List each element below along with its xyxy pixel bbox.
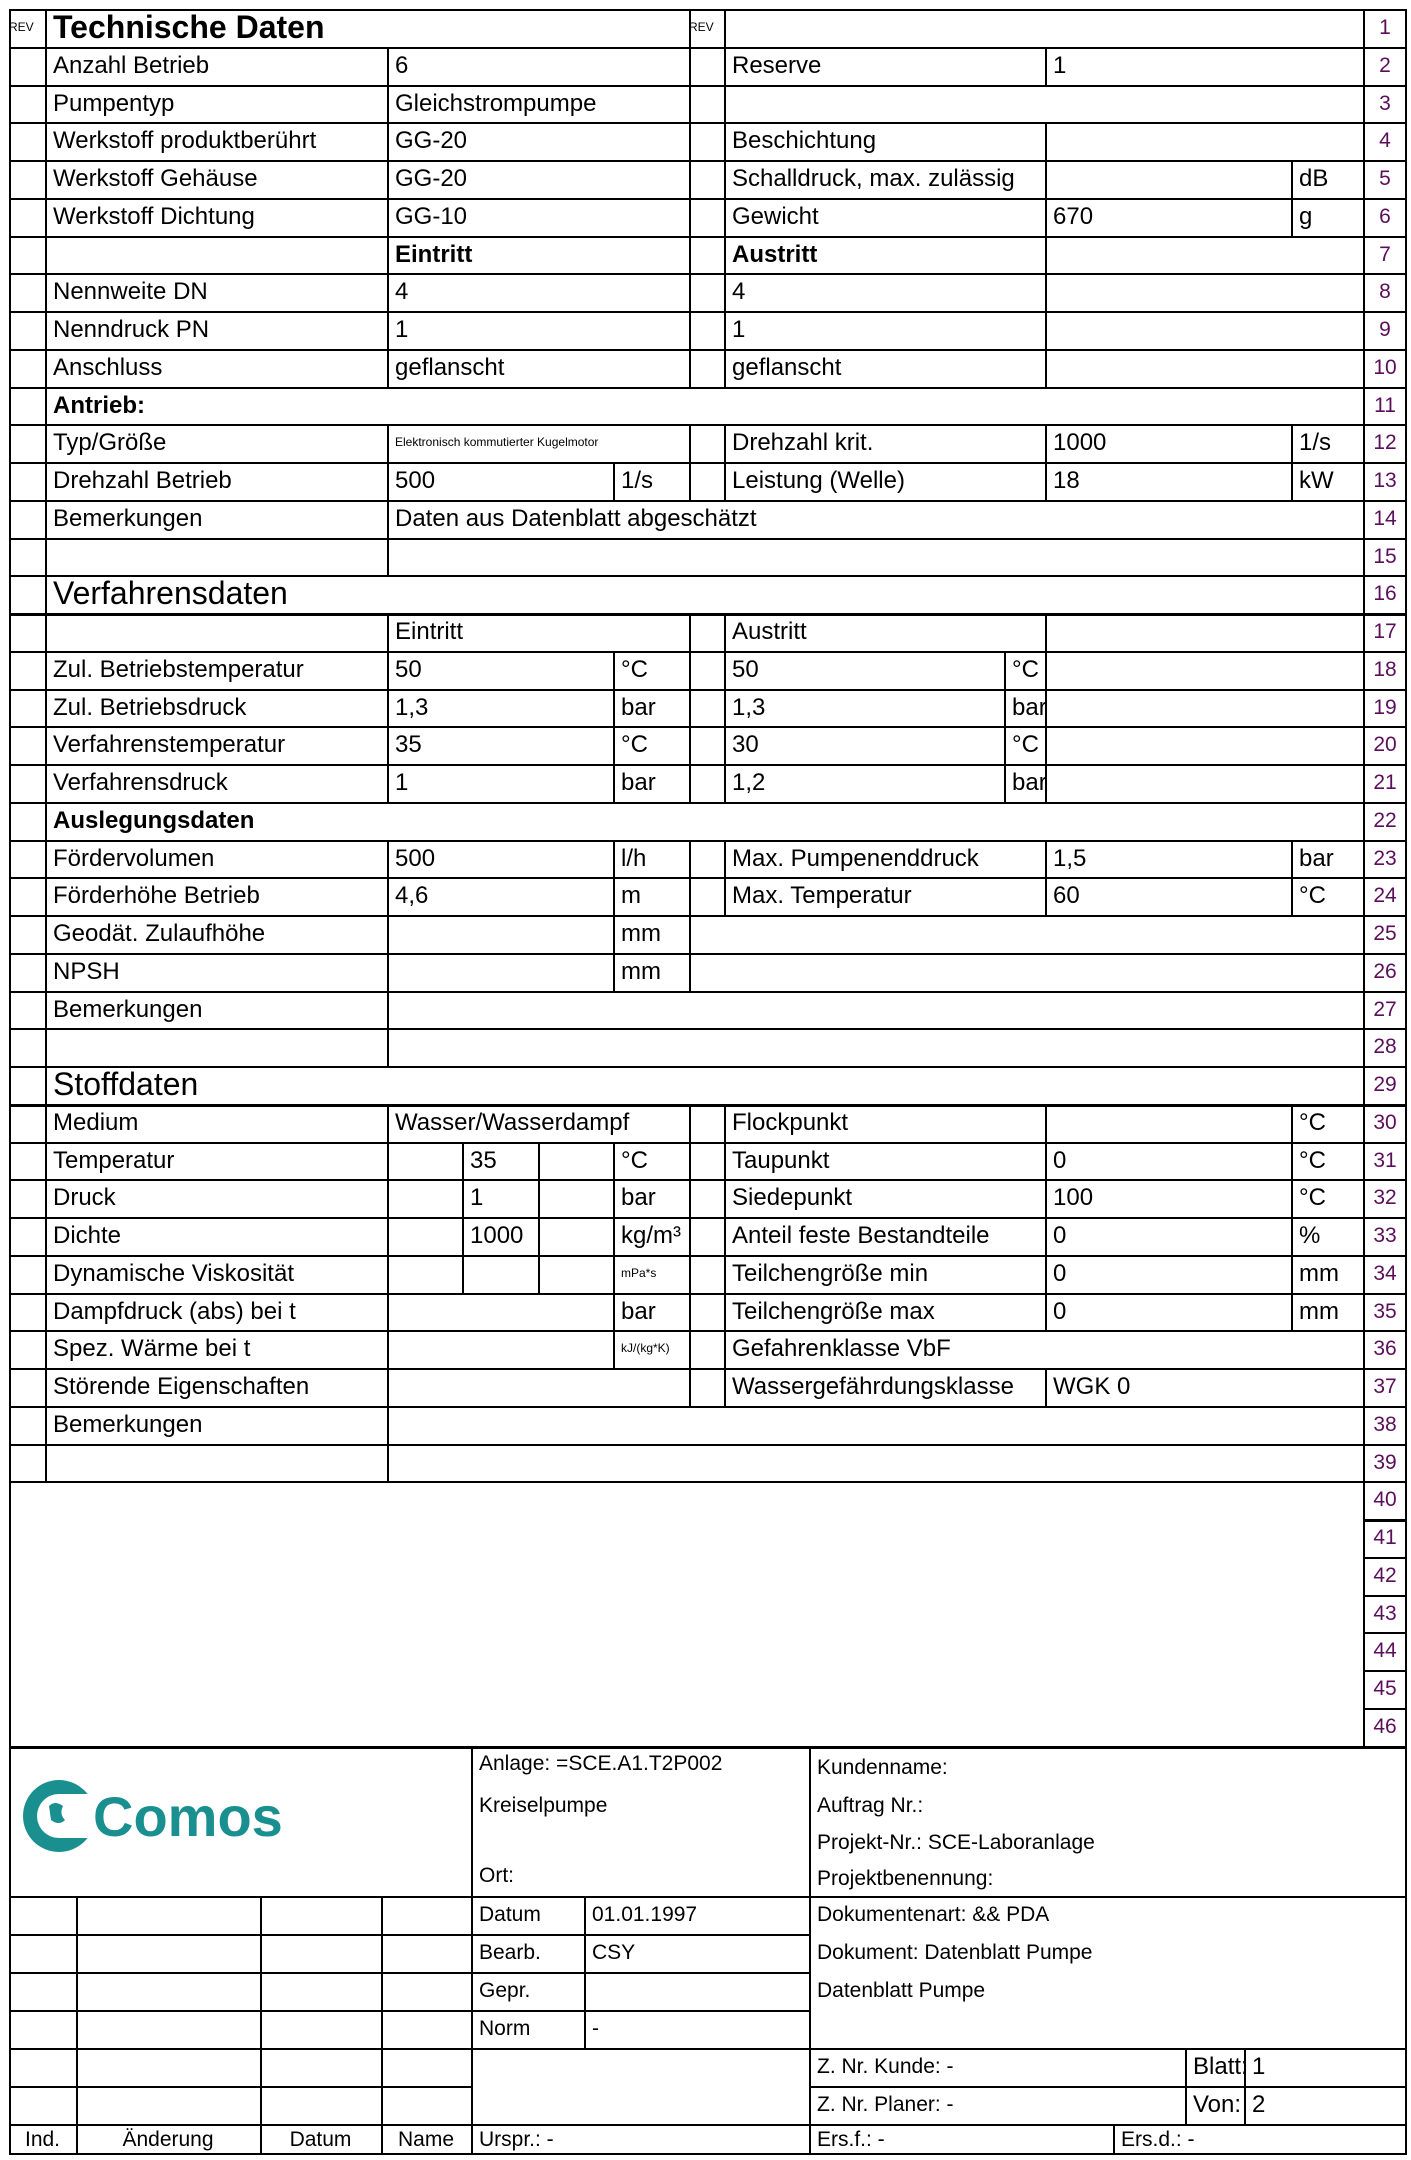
value (1045, 160, 1291, 198)
unit: mm (621, 920, 661, 947)
label: Zul. Betriebsdruck (53, 693, 247, 721)
row-number: 9 (1379, 318, 1391, 341)
row-number: 6 (1379, 204, 1391, 228)
unit: °C (621, 655, 648, 683)
label: Teilchengröße max (732, 1297, 935, 1325)
row-number: 11 (1374, 393, 1396, 417)
section-title: Verfahrensdaten (53, 575, 288, 612)
label: Fördervolumen (53, 844, 215, 872)
unit: kW (1299, 467, 1334, 494)
label: Bearb. (479, 1940, 541, 1964)
label: Temperatur (53, 1146, 175, 1174)
label: Förderhöhe Betrieb (53, 882, 260, 910)
label: Taupunkt (732, 1146, 830, 1174)
value: 100 (1053, 1184, 1094, 1212)
unit: bar (621, 769, 656, 796)
auftrag: Auftrag Nr.: (817, 1793, 924, 1817)
row-number: 21 (1373, 771, 1397, 794)
unit: bar (621, 1297, 656, 1325)
label: Druck (53, 1184, 116, 1212)
label: Wassergefährdungsklasse (732, 1373, 1014, 1400)
value (584, 1972, 809, 2010)
label: Störende Eigenschaften (53, 1373, 310, 1400)
value: 1 (732, 316, 746, 343)
label: Typ/Größe (53, 429, 167, 457)
row-number: 24 (1373, 884, 1397, 908)
value: geflanscht (732, 353, 842, 381)
aenderung-header: Änderung (122, 2127, 214, 2151)
row-number: 8 (1379, 280, 1391, 304)
row-number: 16 (1373, 582, 1397, 606)
row-number: 41 (1373, 1526, 1397, 1549)
row-number: 22 (1373, 808, 1397, 832)
row-number: 46 (1373, 1714, 1397, 1738)
subsection-title: Antrieb: (53, 391, 145, 419)
label: Anteil feste Bestandteile (732, 1222, 990, 1249)
label: Zul. Betriebstemperatur (53, 655, 304, 683)
value: GG-10 (395, 202, 468, 230)
label: Gefahrenklasse VbF (732, 1335, 951, 1363)
row-number: 37 (1373, 1375, 1397, 1398)
value: 1 (395, 769, 409, 796)
label: Norm (479, 2016, 531, 2040)
label: Max. Pumpenenddruck (732, 844, 979, 872)
label: Anzahl Betrieb (53, 51, 210, 79)
row-number: 7 (1379, 242, 1391, 266)
subsection-title: Auslegungsdaten (53, 806, 255, 834)
section-title: Technische Daten (53, 9, 325, 45)
label: Werkstoff produktberührt (53, 127, 317, 155)
row-number: 25 (1373, 922, 1397, 945)
row-number: 29 (1373, 1073, 1397, 1096)
unit: mm (1299, 1259, 1339, 1287)
unit: m (621, 882, 641, 910)
label: Geodät. Zulaufhöhe (53, 920, 266, 947)
row-number: 43 (1373, 1601, 1397, 1625)
value: 35 (470, 1146, 497, 1174)
label: Anschluss (53, 353, 163, 381)
row-number: 13 (1373, 469, 1397, 492)
label: Bemerkungen (53, 1410, 203, 1438)
column-heading: Austritt (732, 240, 818, 268)
value: 1 (395, 316, 409, 343)
value (462, 1255, 538, 1293)
unit: bar (621, 1184, 656, 1212)
value: 1 (470, 1184, 484, 1212)
datum-header: Datum (289, 2127, 352, 2151)
value: 4,6 (395, 882, 429, 910)
row-number: 31 (1373, 1148, 1397, 1172)
row-number: 44 (1373, 1639, 1397, 1663)
unit: g (1299, 202, 1313, 230)
urspr: Urspr.: - (479, 2127, 554, 2151)
row-number: 18 (1373, 657, 1397, 681)
value: CSY (592, 1940, 636, 1964)
label: Siedepunkt (732, 1184, 853, 1212)
section-title: Stoffdaten (53, 1066, 199, 1102)
label: Pumpentyp (53, 89, 175, 117)
value: Wasser/Wasserdampf (395, 1108, 630, 1136)
unit: kg/m³ (621, 1222, 681, 1249)
value: - (592, 2016, 599, 2040)
row-number: 39 (1373, 1450, 1397, 1474)
value: 1,3 (395, 693, 429, 721)
value: 1,2 (732, 769, 766, 796)
value: 01.01.1997 (592, 1902, 698, 1926)
unit: l/h (621, 844, 647, 872)
unit: °C (1012, 655, 1039, 683)
row-number: 12 (1373, 431, 1397, 455)
label: Drehzahl krit. (732, 429, 874, 457)
unit: dB (1299, 165, 1329, 192)
label: Spez. Wärme bei t (53, 1335, 251, 1363)
row-number: 33 (1373, 1224, 1397, 1247)
von-value: 2 (1252, 2090, 1266, 2118)
unit: °C (1299, 1184, 1326, 1212)
value: 1,3 (732, 693, 766, 721)
value: 35 (395, 731, 422, 759)
value: WGK 0 (1053, 1373, 1131, 1400)
znr-kunde: Z. Nr. Kunde: - (817, 2054, 954, 2078)
label: Nennweite DN (53, 278, 208, 306)
value: 4 (395, 278, 409, 306)
value: 0 (1053, 1297, 1067, 1325)
row-number: 17 (1373, 620, 1397, 643)
value: 6 (395, 51, 409, 79)
row-number: 4 (1379, 129, 1391, 153)
value: 18 (1053, 467, 1080, 494)
unit: mm (621, 957, 661, 985)
row-number: 34 (1373, 1261, 1397, 1285)
unit: mm (1299, 1297, 1339, 1325)
row-number: 36 (1373, 1337, 1397, 1361)
value: 500 (395, 467, 436, 494)
label: Max. Temperatur (732, 882, 912, 910)
value (1045, 1104, 1291, 1142)
unit: bar (1299, 844, 1334, 872)
label: Gewicht (732, 202, 819, 230)
label: Werkstoff Dichtung (53, 202, 255, 230)
label: Medium (53, 1108, 139, 1136)
row-number: 35 (1373, 1299, 1397, 1323)
bezeichnung: Kreiselpumpe (479, 1793, 608, 1817)
rev-label: REV (9, 20, 34, 34)
row-number: 5 (1379, 167, 1391, 190)
row-number: 2 (1379, 53, 1391, 77)
label: Verfahrensdruck (53, 769, 228, 796)
projekt-nr: Projekt-Nr.: SCE-Laboranlage (817, 1830, 1095, 1854)
label: Teilchengröße min (732, 1259, 929, 1287)
kundenname: Kundenname: (817, 1755, 948, 1779)
value: 50 (395, 655, 422, 683)
label: Gepr. (479, 1978, 531, 2002)
label: Bemerkungen (53, 504, 203, 532)
label: Dampfdruck (abs) bei t (53, 1297, 296, 1325)
value (1045, 1330, 1363, 1368)
value: 0 (1053, 1146, 1067, 1174)
column-heading: Austritt (732, 618, 807, 645)
znr-planer: Z. Nr. Planer: - (817, 2092, 954, 2116)
anlage: Anlage: =SCE.A1.T2P002 (479, 1751, 723, 1775)
blatt-value: 1 (1252, 2052, 1266, 2080)
unit: °C (1299, 1146, 1326, 1174)
row-number: 27 (1373, 997, 1397, 1021)
unit: kJ/(kg*K) (621, 1341, 670, 1356)
label: Verfahrenstemperatur (53, 731, 286, 759)
row-number: 19 (1373, 695, 1397, 719)
value: 1000 (1053, 429, 1107, 457)
label: Drehzahl Betrieb (53, 467, 232, 494)
column-heading: Eintritt (395, 240, 473, 268)
datasheet (9, 9, 1407, 2155)
row-number: 45 (1373, 1677, 1397, 1700)
ers-d: Ers.d.: - (1121, 2127, 1195, 2151)
comos-logo: Comos (19, 1776, 459, 1866)
column-heading: Eintritt (395, 618, 464, 645)
label: NPSH (53, 957, 120, 985)
row-number: 32 (1373, 1186, 1397, 1210)
value: 670 (1053, 202, 1094, 230)
label: Schalldruck, max. zulässig (732, 165, 1015, 192)
unit: 1/s (1299, 429, 1332, 457)
value: GG-20 (395, 127, 468, 155)
label: Bemerkungen (53, 995, 203, 1023)
value: 30 (732, 731, 759, 759)
value: 4 (732, 278, 746, 306)
row-number: 15 (1373, 544, 1397, 568)
von-label: Von: (1193, 2090, 1242, 2118)
unit: % (1299, 1222, 1321, 1249)
unit: °C (1012, 731, 1039, 759)
dokument: Dokument: Datenblatt Pumpe (817, 1940, 1093, 1964)
label: Flockpunkt (732, 1108, 849, 1136)
value: 1000 (470, 1222, 524, 1249)
value: Elektronisch kommutierter Kugelmotor (395, 435, 599, 450)
label: Werkstoff Gehäuse (53, 165, 258, 192)
dokumentenart: Dokumentenart: && PDA (817, 1902, 1050, 1926)
row-number: 3 (1379, 91, 1391, 115)
label: Reserve (732, 51, 822, 79)
value: 0 (1053, 1259, 1067, 1287)
value: Gleichstrompumpe (395, 89, 597, 117)
row-number: 20 (1373, 733, 1397, 757)
value: geflanscht (395, 353, 505, 381)
row-number: 14 (1373, 506, 1397, 530)
unit: °C (1299, 882, 1326, 910)
row-number: 10 (1373, 355, 1397, 379)
row-number: 23 (1373, 846, 1397, 870)
label: Dynamische Viskosität (53, 1259, 294, 1287)
ers-f: Ers.f.: - (817, 2127, 885, 2151)
unit: °C (621, 731, 648, 759)
ort: Ort: (479, 1863, 514, 1887)
row-number: 28 (1373, 1035, 1397, 1059)
projektbenennung: Projektbenennung: (817, 1866, 994, 1890)
label: Leistung (Welle) (732, 467, 905, 494)
value: Daten aus Datenblatt abgeschätzt (395, 504, 757, 532)
value: 60 (1053, 882, 1080, 910)
row-number: 26 (1373, 959, 1397, 983)
unit: bar (1012, 693, 1047, 721)
value: 1,5 (1053, 844, 1087, 872)
unit: bar (621, 693, 656, 721)
unit: 1/s (621, 467, 654, 494)
unit: °C (621, 1146, 648, 1174)
unit: bar (1012, 769, 1047, 796)
row-number: 38 (1373, 1412, 1397, 1436)
rev-label: REV (689, 20, 714, 34)
value (1045, 122, 1291, 160)
label: Datum (479, 1902, 541, 1926)
name-header: Name (397, 2127, 455, 2151)
blatt-label: Blatt: (1193, 2052, 1248, 2080)
label: Nenndruck PN (53, 316, 210, 343)
row-number: 1 (1379, 16, 1391, 39)
value: 1 (1053, 51, 1067, 79)
value: GG-20 (395, 165, 468, 192)
unit: mPa*s (621, 1265, 657, 1280)
dokument-name: Datenblatt Pumpe (817, 1978, 986, 2002)
unit: °C (1299, 1108, 1326, 1136)
value: 50 (732, 655, 759, 683)
value: 500 (395, 844, 436, 872)
label: Beschichtung (732, 127, 877, 155)
ind-header: Ind. (24, 2127, 61, 2151)
value: 0 (1053, 1222, 1067, 1249)
label: Dichte (53, 1222, 122, 1249)
row-number: 30 (1373, 1110, 1397, 1134)
row-number: 42 (1373, 1563, 1397, 1587)
row-number: 40 (1373, 1488, 1397, 1512)
